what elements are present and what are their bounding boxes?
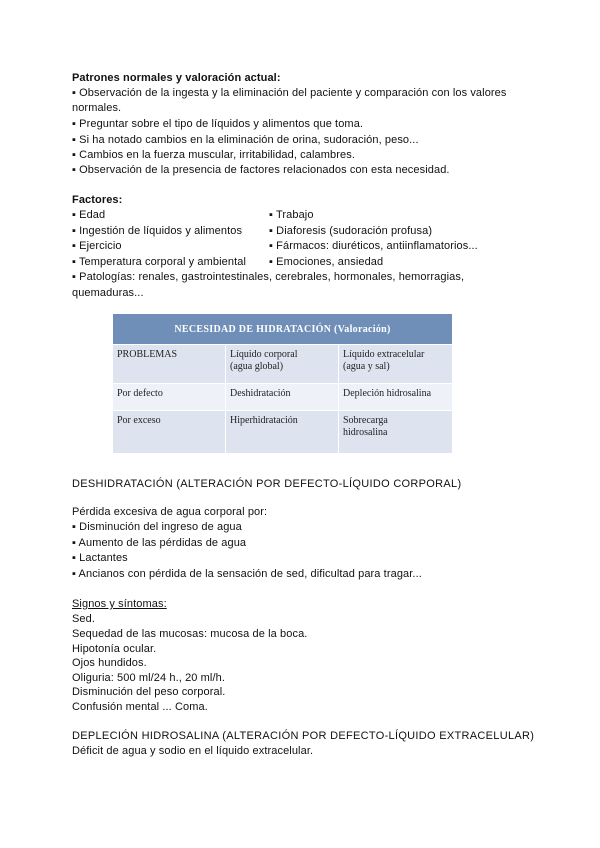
signo-item: Hipotonía ocular. bbox=[72, 643, 157, 655]
deshidratacion-item: ▪ Disminución del ingreso de agua bbox=[72, 521, 242, 533]
signos-title: Signos y síntomas: bbox=[72, 598, 167, 610]
factor-item: ▪ Patologías: renales, gastrointestinales, cerebrales, hormonales, hemorragias, bbox=[72, 271, 465, 283]
hydration-table bbox=[112, 313, 453, 454]
table-row bbox=[113, 384, 453, 411]
patrones-item: ▪ Si ha notado cambios en la eliminación de orina, sudoración, peso... bbox=[72, 134, 419, 146]
deshidratacion-item: ▪ Aumento de las pérdidas de agua bbox=[72, 537, 247, 549]
factores-title: Factores: bbox=[72, 194, 123, 206]
table-cell: Líquido corporal (agua global) bbox=[226, 345, 339, 384]
deshidratacion-heading: DESHIDRATACIÓN (ALTERACIÓN POR DEFECTO-LÍQUIDO CORPORAL) bbox=[72, 478, 462, 490]
factor-item: ▪ Trabajo bbox=[269, 209, 314, 221]
table-cell: Depleción hidrosalina bbox=[339, 384, 453, 411]
factor-item: ▪ Ingestión de líquidos y alimentos bbox=[72, 225, 243, 237]
table-cell: Deshidratación bbox=[226, 384, 339, 411]
factor-item: ▪ Diaforesis (sudoración profusa) bbox=[269, 225, 433, 237]
patrones-item: normales. bbox=[72, 102, 122, 114]
factor-item: ▪ Ejercicio bbox=[72, 240, 122, 252]
table-cell: Hiperhidratación bbox=[226, 411, 339, 454]
factor-item: ▪ Temperatura corporal y ambiental bbox=[72, 256, 247, 268]
factor-item: quemaduras... bbox=[72, 287, 144, 299]
table-cell: Sobrecarga hidrosalina bbox=[339, 411, 453, 454]
factor-item: ▪ Fármacos: diuréticos, antiinflamatorios... bbox=[269, 240, 478, 252]
table-cell: Por defecto bbox=[113, 384, 226, 411]
depleccion-heading: DEPLECIÓN HIDROSALINA (ALTERACIÓN POR DEFECTO-LÍQUIDO EXTRACELULAR) bbox=[72, 730, 535, 742]
signo-item: Oliguria: 500 ml/24 h., 20 ml/h. bbox=[72, 672, 225, 684]
table-title: NECESIDAD DE HIDRATACIÓN (Valoración) bbox=[113, 314, 453, 345]
patrones-item: ▪ Observación de la ingesta y la eliminación del paciente y comparación con los valores bbox=[72, 87, 507, 99]
patrones-item: ▪ Cambios en la fuerza muscular, irritabilidad, calambres. bbox=[72, 149, 355, 161]
patrones-item: ▪ Observación de la presencia de factores relacionados con esta necesidad. bbox=[72, 164, 450, 176]
table-row bbox=[113, 411, 453, 454]
deshidratacion-item: ▪ Lactantes bbox=[72, 552, 128, 564]
table-cell: Por exceso bbox=[113, 411, 226, 454]
table-cell: PROBLEMAS bbox=[113, 345, 226, 384]
signo-item: Sequedad de las mucosas: mucosa de la boca. bbox=[72, 628, 308, 640]
signo-item: Confusión mental ... Coma. bbox=[72, 701, 208, 713]
signo-item: Sed. bbox=[72, 613, 96, 625]
factor-item: ▪ Emociones, ansiedad bbox=[269, 256, 384, 268]
signo-item: Ojos hundidos. bbox=[72, 657, 147, 669]
patrones-item: ▪ Preguntar sobre el tipo de líquidos y alimentos que toma. bbox=[72, 118, 364, 130]
deshidratacion-intro: Pérdida excesiva de agua corporal por: bbox=[72, 506, 268, 518]
deshidratacion-item: ▪ Ancianos con pérdida de la sensación de sed, dificultad para tragar... bbox=[72, 568, 422, 580]
depleccion-text: Déficit de agua y sodio en el líquido extracelular. bbox=[72, 745, 314, 757]
table-cell: Líquido extracelular (agua y sal) bbox=[339, 345, 453, 384]
signo-item: Disminución del peso corporal. bbox=[72, 686, 226, 698]
patrones-title: Patrones normales y valoración actual: bbox=[72, 72, 281, 84]
factor-item: ▪ Edad bbox=[72, 209, 106, 221]
table-row bbox=[113, 345, 453, 384]
